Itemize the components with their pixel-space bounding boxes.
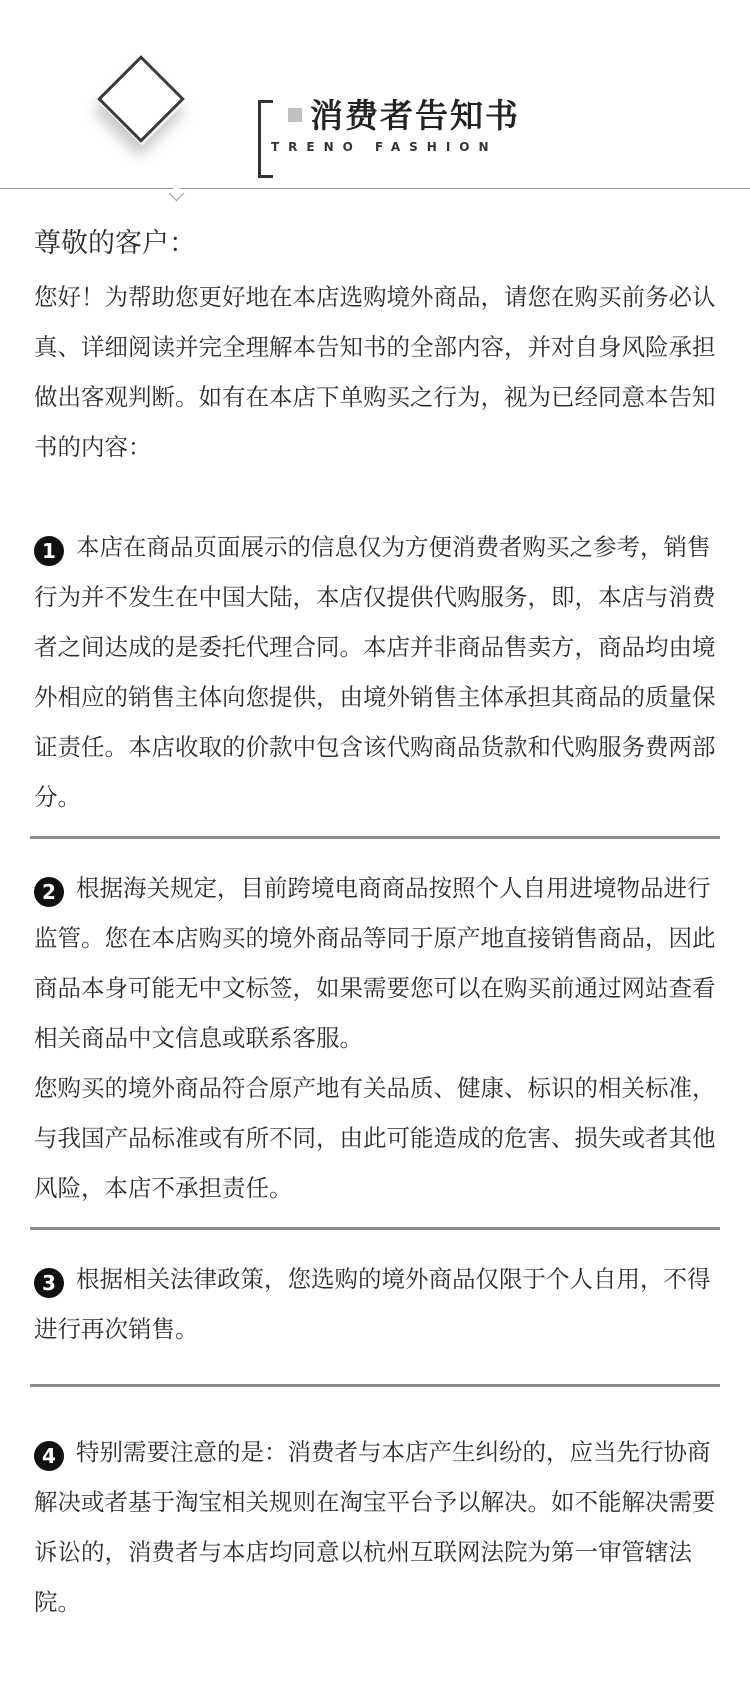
section-4	[34, 1427, 716, 1627]
brand-square-icon	[288, 108, 302, 122]
section-divider	[30, 1227, 720, 1230]
section-2	[34, 863, 716, 1213]
section-3	[34, 1254, 716, 1354]
section-divider	[30, 836, 720, 839]
brand-subtitle: TRENO FASHION	[271, 140, 498, 154]
section-1	[34, 522, 716, 822]
number-4-badge: 4	[34, 1441, 64, 1471]
section-paragraph	[34, 522, 716, 822]
section-paragraph	[34, 1427, 716, 1627]
header	[0, 0, 750, 200]
section-divider	[30, 1384, 720, 1387]
number-2-badge: 2	[34, 877, 64, 907]
spacer	[34, 472, 716, 522]
number-1-badge: 1	[34, 536, 64, 566]
logo-diamond-icon	[97, 55, 185, 143]
section-text: 根据相关法律政策，您选购的境外商品仅限于个人自用，不得进行再次销售。	[34, 1265, 711, 1343]
number-3-badge: 3	[34, 1268, 64, 1298]
page-title: 消费者告知书	[310, 96, 520, 135]
header-divider	[0, 188, 750, 189]
section-paragraph	[34, 863, 716, 1063]
greeting: 尊敬的客户：	[34, 228, 196, 259]
section-paragraph: 您购买的境外商品符合原产地有关品质、健康、标识的相关标准，与我国产品标准或有所不同，由此可能造成的危害、损失或者其他风险，本店不承担责任。	[34, 1074, 716, 1202]
intro-paragraph: 您好！为帮助您更好地在本店选购境外商品，请您在购买前务必认真、详细阅读并完全理解本告知书的全部内容，并对自身风险承担做出客观判断。如有在本店下单购买之行为，视为已经同意本告知书的内容：	[34, 283, 716, 461]
section-paragraph	[34, 1254, 716, 1354]
section-text: 本店在商品页面展示的信息仅为方便消费者购买之参考，销售行为并不发生在中国大陆，本店仅提供代购服务，即，本店与消费者之间达成的是委托代理合同。本店并非商品售卖方，商品均由境外相应的销售主体向您提供，由境外销售主体承担其商品的质量保证责任。本店收取的价款中包含该代购商品货款和代购服务费两部分。	[34, 533, 716, 811]
section-text: 特别需要注意的是：消费者与本店产生纠纷的，应当先行协商解决或者基于淘宝相关规则在淘宝平台予以解决。如不能解决需要诉讼的，消费者与本店均同意以杭州互联网法院为第一审管辖法院。	[34, 1438, 716, 1616]
notice-content	[34, 222, 716, 1627]
section-text: 根据海关规定，目前跨境电商商品按照个人自用进境物品进行监管。您在本店购买的境外商品等同于原产地直接销售商品，因此商品本身可能无中文标签，如果需要您可以在购买前通过网站查看相关商品中文信息或联系客服。	[34, 874, 716, 1052]
brand-bracket	[258, 100, 273, 178]
